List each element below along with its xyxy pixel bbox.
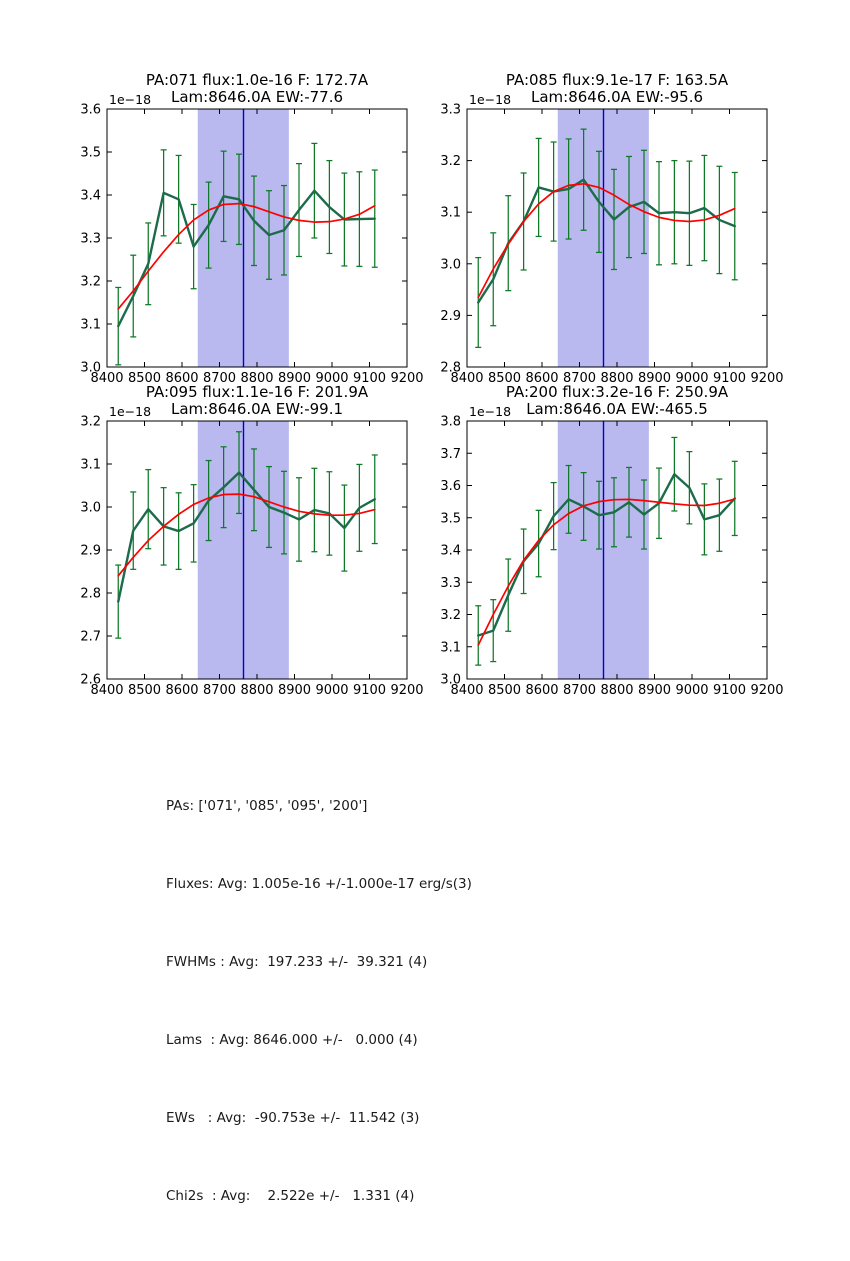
y-tick-label: 3.1 bbox=[440, 640, 461, 656]
x-tick-label: 9100 bbox=[712, 371, 747, 386]
y-tick-label: 3.1 bbox=[80, 457, 101, 473]
x-tick-label: 8900 bbox=[277, 371, 312, 386]
y-tick-label: 3.0 bbox=[440, 672, 461, 688]
subplot-title-line1: PA:200 flux:3.2e-16 F: 250.9A bbox=[505, 383, 729, 401]
y-tick-label: 3.0 bbox=[80, 500, 101, 516]
y-axis-offset-label: 1e−18 bbox=[109, 92, 152, 107]
y-tick-label: 3.1 bbox=[440, 205, 461, 221]
y-axis-offset-label: 1e−18 bbox=[109, 404, 152, 419]
summary-line-fluxes: Fluxes: Avg: 1.005e-16 +/-1.000e-17 erg/s(3) bbox=[166, 876, 472, 892]
summary-text-block bbox=[166, 741, 472, 1261]
subplot-title-line2: Lam:8646.0A EW:-95.6 bbox=[530, 88, 704, 106]
x-tick-label: 8600 bbox=[165, 371, 199, 386]
y-tick-label: 3.2 bbox=[80, 274, 101, 290]
summary-line-lams: Lams : Avg: 8646.000 +/- 0.000 (4) bbox=[166, 1032, 418, 1048]
x-tick-label: 9200 bbox=[750, 371, 784, 386]
y-tick-label: 3.0 bbox=[440, 257, 461, 273]
x-tick-label: 8900 bbox=[277, 683, 312, 698]
y-tick-label: 2.8 bbox=[80, 586, 101, 602]
x-tick-label: 8700 bbox=[562, 371, 597, 386]
y-tick-label: 3.7 bbox=[440, 446, 461, 462]
x-tick-label: 9000 bbox=[315, 683, 349, 698]
x-tick-label: 9200 bbox=[750, 683, 784, 698]
subplot-title-line2: Lam:8646.0A EW:-77.6 bbox=[170, 88, 344, 106]
subplot-title-line2: Lam:8646.0A EW:-465.5 bbox=[526, 400, 708, 418]
y-tick-label: 3.3 bbox=[440, 102, 461, 118]
x-tick-label: 9100 bbox=[712, 683, 747, 698]
x-tick-label: 8400 bbox=[90, 683, 124, 698]
x-tick-label: 8800 bbox=[240, 371, 274, 386]
x-tick-label: 8500 bbox=[487, 683, 522, 698]
x-tick-label: 8600 bbox=[525, 371, 559, 386]
x-tick-label: 8400 bbox=[450, 683, 484, 698]
plot-area bbox=[80, 103, 423, 387]
y-tick-label: 3.0 bbox=[80, 360, 101, 376]
subplot-pa095 bbox=[50, 372, 430, 707]
x-tick-label: 8500 bbox=[127, 683, 162, 698]
summary-line-ews: EWs : Avg: -90.753e +/- 11.542 (3) bbox=[166, 1110, 420, 1126]
y-tick-label: 3.3 bbox=[80, 231, 101, 247]
y-tick-label: 3.2 bbox=[80, 414, 101, 430]
y-tick-label: 3.5 bbox=[440, 511, 461, 527]
y-tick-label: 2.7 bbox=[80, 629, 101, 645]
summary-line-pas: PAs: ['071', '085', '095', '200'] bbox=[166, 798, 368, 814]
x-tick-label: 8400 bbox=[450, 371, 484, 386]
x-tick-label: 8700 bbox=[562, 683, 597, 698]
x-tick-label: 8800 bbox=[240, 683, 274, 698]
x-tick-label: 8500 bbox=[127, 371, 162, 386]
subplot-pa085 bbox=[410, 60, 790, 395]
x-tick-label: 8900 bbox=[637, 371, 672, 386]
y-tick-label: 2.6 bbox=[80, 672, 101, 688]
x-tick-label: 9000 bbox=[675, 683, 709, 698]
x-tick-label: 8700 bbox=[202, 683, 237, 698]
x-tick-label: 8600 bbox=[165, 683, 199, 698]
summary-line-fwhms: FWHMs : Avg: 197.233 +/- 39.321 (4) bbox=[166, 954, 428, 970]
x-tick-label: 9200 bbox=[390, 683, 424, 698]
x-tick-label: 8700 bbox=[202, 371, 237, 386]
subplot-title-line1: PA:085 flux:9.1e-17 F: 163.5A bbox=[505, 71, 729, 89]
x-tick-label: 9000 bbox=[315, 371, 349, 386]
x-tick-label: 8900 bbox=[637, 683, 672, 698]
x-tick-label: 9000 bbox=[675, 371, 709, 386]
plot-area bbox=[80, 415, 423, 699]
x-tick-label: 8800 bbox=[600, 371, 634, 386]
y-axis-offset-label: 1e−18 bbox=[469, 92, 512, 107]
x-tick-label: 9100 bbox=[352, 683, 387, 698]
subplot-pa200 bbox=[410, 372, 790, 707]
y-tick-label: 2.9 bbox=[440, 308, 461, 324]
y-tick-label: 3.8 bbox=[440, 414, 461, 430]
y-tick-label: 3.2 bbox=[440, 154, 461, 170]
subplot-title-line1: PA:095 flux:1.1e-16 F: 201.9A bbox=[145, 383, 369, 401]
y-tick-label: 3.5 bbox=[80, 145, 101, 161]
subplot-title-line1: PA:071 flux:1.0e-16 F: 172.7A bbox=[145, 71, 369, 89]
y-tick-label: 3.6 bbox=[80, 102, 101, 118]
x-tick-label: 8800 bbox=[600, 683, 634, 698]
subplot-pa071 bbox=[50, 60, 430, 395]
y-tick-label: 3.3 bbox=[440, 575, 461, 591]
summary-line-chi2s: Chi2s : Avg: 2.522e +/- 1.331 (4) bbox=[166, 1188, 415, 1204]
y-axis-offset-label: 1e−18 bbox=[469, 404, 512, 419]
subplot-title-line2: Lam:8646.0A EW:-99.1 bbox=[170, 400, 344, 418]
plot-area bbox=[440, 415, 783, 699]
x-tick-label: 8600 bbox=[525, 683, 559, 698]
x-tick-label: 9200 bbox=[390, 371, 424, 386]
x-tick-label: 9100 bbox=[352, 371, 387, 386]
y-tick-label: 3.2 bbox=[440, 608, 461, 623]
x-tick-label: 8400 bbox=[90, 371, 124, 386]
x-tick-label: 8500 bbox=[487, 371, 522, 386]
y-tick-label: 3.4 bbox=[80, 188, 101, 204]
plot-area bbox=[440, 103, 783, 387]
y-tick-label: 3.4 bbox=[440, 543, 461, 559]
y-tick-label: 3.6 bbox=[440, 479, 461, 494]
y-tick-label: 2.9 bbox=[80, 543, 101, 559]
y-tick-label: 2.8 bbox=[440, 360, 461, 376]
y-tick-label: 3.1 bbox=[80, 317, 101, 333]
